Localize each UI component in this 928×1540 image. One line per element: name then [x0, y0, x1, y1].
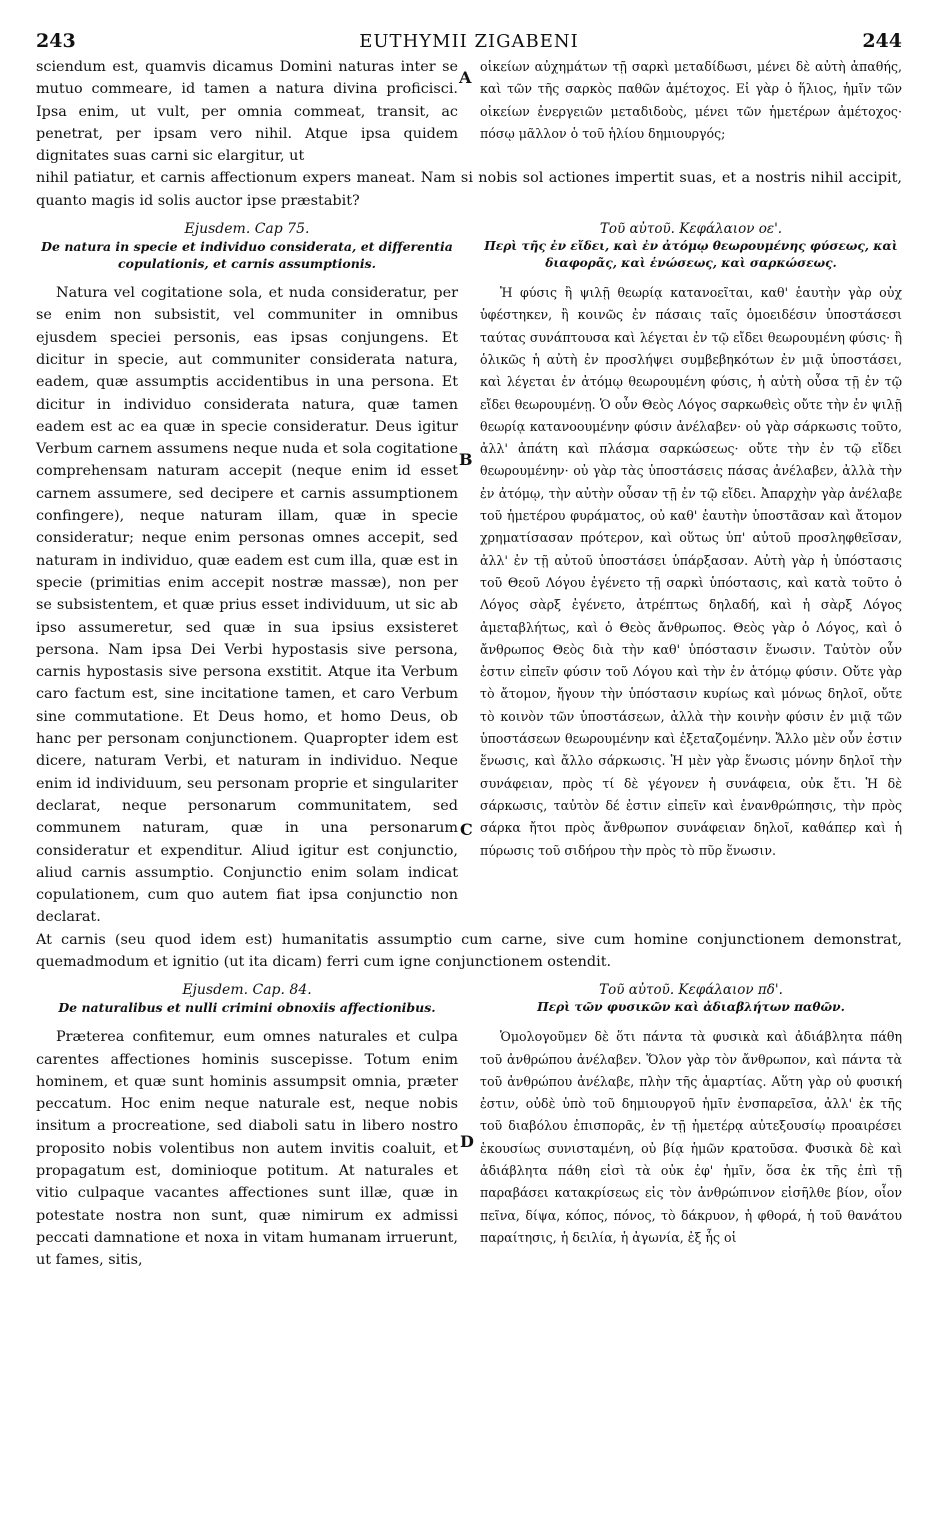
- greek-column-3: [480, 973, 902, 1271]
- full-width-text-2: At carnis (seu quod idem est) humanitatis assumptio cum carne, sive cum homine conjunctionem demonstrat, quemadmodum et ignitio (ut ita dicam) ferri cum igne conjunctionem ostendit.: [36, 931, 902, 970]
- margin-letter-a: A: [459, 68, 472, 87]
- latin-column-3: [36, 973, 458, 1271]
- running-header: [36, 30, 902, 52]
- section-3: [36, 973, 902, 1271]
- running-title: EUTHYMII ZIGABENI: [359, 31, 579, 52]
- latin-text-2: Natura vel cogitatione sola, et nuda consideratur, per se enim non subsistit, vel communiter in omnibus ejusdem speciei personis, eas ipsas conjungens. Et dicitur in specie, aut communiter considerata natura, eadem, quæ assumptis accidentibus in una persona. Et dicitur in individuo considerata natura, quæ tamen eadem est ac ea quæ in specie consideratur. Deus igitur Verbum carnem assumens neque nuda et sola cogitatione comprehensam naturam accepit (neque enim id esset carnem assumere, sed decipere et carnis assumptionem confingere), neque naturam illam, quæ in specie consideratur; neque enim personas omnes accepit, sed naturam in individuo, quæ eadem est cum illa, quæ est in specie (primitias enim accepit nostræ massæ), non per se subsistentem, et quæ prius esset individuum, ut sic ab ipso assumeretur, sed quæ in sua ipsius exsisteret persona. Nam ipsa Dei Verbi hypostasis sive persona, carnis hypostasis sive persona exstitit. Atque ita Verbum caro factum est, sine incitatione tamen, et caro Verbum sine commutatione. Et Deus homo, et homo Deus, ob hanc per personam conjunctionem. Quapropter idem est dicere, naturam Verbi, et naturam in individuo. Neque enim id individuum, seu personam proprie et singulariter declarat, neque personarum communitatem, sed communem naturam, quæ in una personarum consideratur et expenditur. Aliud igitur est conjunctio, aliud carnis assumptio. Conjunctio enim solam indicat copulationem, cum quo autem fiat ipsa conjunctio non declarat.: [36, 285, 458, 926]
- page-number-right: 244: [862, 30, 902, 52]
- margin-letter-d: D: [460, 1132, 474, 1151]
- full-width-text-1: nihil patiatur, et carnis affectionum expers maneat. Nam si nobis sol actiones impertit suas, et a nostris nihil accipit, quanto magis id solis auctor ipse præstabit?: [36, 170, 902, 209]
- greek-chapter-title-75: Τοῦ αὐτοῦ. Κεφάλαιον οε'.: [599, 221, 783, 238]
- section-2: [36, 212, 902, 929]
- latin-chapter-title-84: Ejusdem. Cap. 84.: [182, 982, 312, 999]
- document-page: [36, 30, 902, 1520]
- latin-chapter-subtitle-75: De natura in specie et individuo considerata, et differentia copulationis, et carnis assumptionis.: [41, 239, 453, 272]
- greek-text-3: Ὁμολογοῦμεν δὲ ὅτι πάντα τὰ φυσικὰ καὶ ἀδιάβλητα πάθη τοῦ ἀνθρώπου ἀνέλαβεν. Ὅλον γὰρ τὸν ἄνθρωπον, καὶ πάντα τὰ τοῦ ἀνθρώπου ἀνέλαβε, πλὴν τῆς ἁμαρτίας. Αὕτη γὰρ οὐ φυσική ἐστιν, οὐδὲ ὑπὸ τοῦ δημιουργοῦ ἡμῖν ἐνσπαρεῖσα, ἀλλ' ἐκ τῆς τοῦ διαβόλου ἐπισπορᾶς, ἐν τῇ ἡμετέρᾳ αὐτεξουσίῳ προαιρέσει ἑκουσίως συνισταμένη, οὐ βίᾳ ἡμῶν κρατοῦσα. Φυσικὰ δὲ καὶ ἀδιάβλητα πάθη εἰσὶ τὰ οὐκ ἐφ' ἡμῖν, ὅσα ἐκ τῆς ἐπὶ τῇ παραβάσει κατακρίσεως εἰς τὸν ἀνθρώπινον εἰσῆλθε βίον, οἷον πεῖνα, δίψα, κόπος, πόνος, τὸ δάκρυον, ἡ φθορά, ἡ τοῦ θανάτου παραίτησις, ἡ δειλία, ἡ ἀγωνία, ἐξ ἧς οἱ: [480, 1029, 902, 1245]
- latin-chapter-subtitle-84: De naturalibus et nulli crimini obnoxiis affectionibus.: [58, 1000, 436, 1016]
- greek-column-2: [480, 212, 902, 929]
- greek-text-2: Ἡ φύσις ἢ ψιλῇ θεωρίᾳ κατανοεῖται, καθ' ἑαυτὴν γὰρ οὐχ ὑφέστηκεν, ἢ κοινῶς ἐν πάσαις ταῖς ὁμοειδέσιν ὑποστάσεσι ταύτας συνάπτουσα καὶ λέγεται ἐν τῷ εἴδει θεωρουμένη φύσις· ἢ ὁλικῶς ἡ αὐτὴ ἐν προσλήψει συμβεβηκότων ἐν μιᾷ ὑποστάσει, καὶ λέγεται ἐν ἀτόμῳ θεωρουμένη φύσις, ἡ αὐτὴ οὖσα τῇ ἐν τῷ εἴδει θεωρουμένῃ. Ὁ οὖν Θεὸς Λόγος σαρκωθεὶς οὔτε τὴν ἐν ψιλῇ θεωρίᾳ κατανοουμένην φύσιν ἀνέλαβεν· οὐ γὰρ σάρκωσις τοῦτο, ἀλλ' ἀπάτη καὶ πλάσμα σαρκώσεως· οὔτε τὴν ἐν τῷ εἴδει θεωρουμένην· οὐ γὰρ τὰς ὑποστάσεις πάσας ἀνέλαβεν, ἀλλὰ τὴν ἐν ἀτόμῳ, τὴν αὐτὴν οὖσαν τῇ ἐν τῷ εἴδει. Ἀπαρχὴν γὰρ ἀνέλαβε τοῦ ἡμετέρου φυράματος, οὐ καθ' ἑαυτὴν ὑποστᾶσαν καὶ ἄτομον χρηματίσασαν πρότερον, καὶ οὕτως ὑπ' αὐτοῦ προσληφθεῖσαν, ἀλλ' ἐν τῇ αὐτοῦ ὑποστάσει ὑπάρξασαν. Αὐτὴ γὰρ ἡ ὑπόστασις τοῦ Θεοῦ Λόγου ἐγένετο τῇ σαρκὶ ὑπόστασις, καὶ κατὰ τοῦτο ὁ Λόγος σὰρξ ἐγένετο, ἀτρέπτως δηλαδή, καὶ ἡ σὰρξ Λόγος ἀμεταβλήτως, καὶ ὁ Θεὸς ἄνθρωπος. Θεὸς γὰρ ὁ Λόγος, καὶ ὁ ἄνθρωπος Θεὸς διὰ τὴν καθ' ὑπόστασιν ἕνωσιν. Ταὐτὸν οὖν ἐστιν εἰπεῖν φύσιν τοῦ Λόγου καὶ τὴν ἐν ἀτόμῳ φύσιν. Οὔτε γὰρ τὸ ἄτομον, ἤγουν τὴν ὑπόστασιν κυρίως καὶ μόνως δηλοῖ, οὔτε τὸ κοινὸν τῶν ὑποστάσεων, ἀλλὰ τὴν κοινὴν φύσιν ἐν μιᾷ τῶν ὑποστάσεων θεωρουμένην καὶ ἐξεταζομένην. Ἄλλο μὲν οὖν ἐστιν ἕνωσις, καὶ ἄλλο σάρκωσις. Ἡ μὲν γὰρ ἕνωσις μόνην δηλοῖ τὴν συνάφειαν, πρὸς τί δὲ γέγονεν ἡ συνάφεια, οὐκ ἔτι. Ἡ δὲ σάρκωσις, ταὐτὸν δέ ἐστιν εἰπεῖν καὶ ἐνανθρώπησις, τὴν πρὸς σάρκα ἤτοι πρὸς ἄνθρωπον συνάφειαν δηλοῖ, καθάπερ καὶ ἡ πύρωσις τοῦ σιδήρου τὴν πρὸς τὸ πῦρ ἕνωσιν.: [480, 285, 902, 858]
- latin-column-2: [36, 212, 458, 929]
- latin-text-3: Præterea confitemur, eum omnes naturales et culpa carentes affectiones hominis suscepisse. Totum enim hominem, et quæ sunt hominis assumpsit omnia, præter peccatum. Hoc enim neque naturale est, neque nobis insitum a procreatione, sed diaboli satu in libero nostro proposito nobis volentibus non autem invitis coaluit, et propagatum est, dominioque potitum. At naturales et vitio culpaque vacantes affectiones sunt illæ, quæ in potestate nostra non sunt, quæ nimirum ex admissi peccati damnatione et noxa in vitam humanam irruerunt, ut fames, sitis,: [36, 1029, 458, 1269]
- margin-letter-b: B: [459, 450, 473, 469]
- latin-column-1: [36, 56, 458, 167]
- margin-letter-c: C: [460, 820, 473, 839]
- greek-column-1: [480, 56, 902, 167]
- latin-text-1: sciendum est, quamvis dicamus Domini naturas inter se mutuo commeare, id tamen a natura divina proficisci. Ipsa enim, ut vult, per omnia commeat, transit, ac penetrat, per ipsam vero nihil. Atque ipsa quidem dignitates suas carni sic elargitur, ut: [36, 59, 458, 165]
- latin-chapter-title-75: Ejusdem. Cap 75.: [184, 221, 310, 238]
- greek-text-1: οἰκείων αὐχημάτων τῇ σαρκὶ μεταδίδωσι, μένει δὲ αὐτὴ ἀπαθής, καὶ τῶν τῆς σαρκὸς παθῶν ἀμέτοχος. Εἰ γὰρ ὁ ἥλιος, ἡμῖν τῶν οἰκείων ἐνεργειῶν μεταδιδοὺς, μένει τῶν ἡμετέρων ἀμέτοχος· πόσῳ μᾶλλον ὁ τοῦ ἡλίου δημιουργός;: [480, 59, 902, 141]
- greek-chapter-subtitle-84: Περὶ τῶν φυσικῶν καὶ ἀδιαβλήτων παθῶν.: [537, 1000, 845, 1015]
- section-1: [36, 56, 902, 167]
- greek-chapter-subtitle-75: Περὶ τῆς ἐν εἴδει, καὶ ἐν ἀτόμῳ θεωρουμένης φύσεως, καὶ διαφορᾶς, καὶ ἑνώσεως, καὶ σαρκώσεως.: [484, 239, 898, 271]
- greek-chapter-title-84: Τοῦ αὐτοῦ. Κεφάλαιον πδ'.: [599, 982, 783, 999]
- page-number-left: 243: [36, 30, 76, 52]
